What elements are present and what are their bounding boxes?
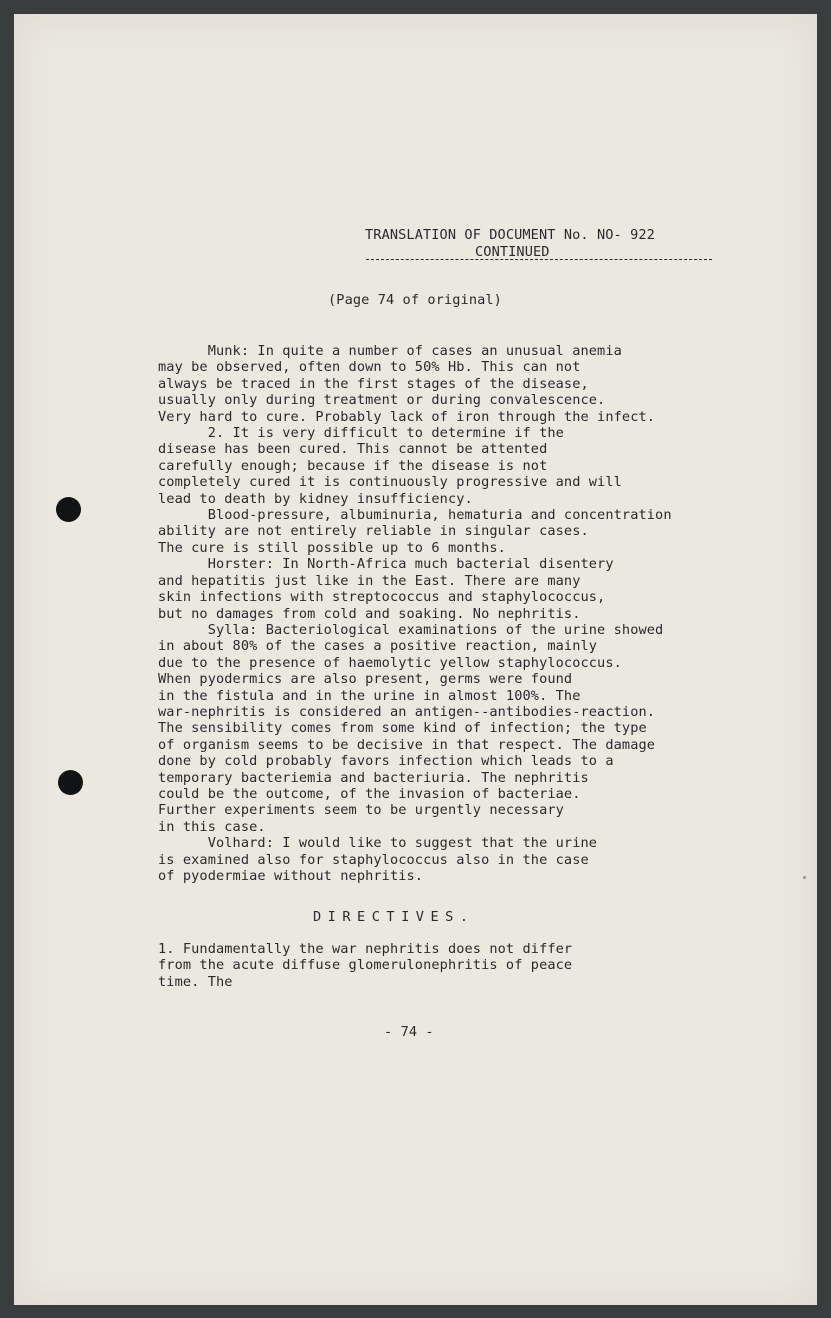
body-line: ability are not entirely reliable in singular cases. <box>158 523 589 540</box>
body-line: disease has been cured. This cannot be attented <box>158 441 548 458</box>
body-line: When pyodermics are also present, germs were found <box>158 671 573 688</box>
body-line: temporary bacteriemia and bacteriuria. The nephritis <box>158 769 589 786</box>
body-line: done by cold probably favors infection which leads to a <box>158 753 614 770</box>
document-heading-title: TRANSLATION OF DOCUMENT No. NO- 922 <box>365 227 655 243</box>
body-line: 2. It is very difficult to determine if the <box>158 425 564 442</box>
body-line: in about 80% of the cases a positive reaction, mainly <box>158 638 598 655</box>
body-line: of organism seems to be decisive in that respect. The damage <box>158 736 656 753</box>
body-line: but no damages from cold and soaking. No nephritis. <box>158 605 581 622</box>
directive-item-1 <box>158 941 572 990</box>
body-line: Munk: In quite a number of cases an unusual anemia <box>158 343 622 359</box>
body-line: may be observed, often down to 50% Hb. This can not <box>158 359 581 376</box>
body-line: Further experiments seem to be urgently necessary <box>158 802 564 819</box>
body-line: lead to death by kidney insufficiency. <box>158 490 473 507</box>
body-line: is examined also for staphylococcus also in the case <box>158 851 589 868</box>
heading-underline <box>366 259 712 260</box>
punch-hole-lower <box>58 770 83 795</box>
body-line: war-nephritis is considered an antigen--antibodies-reaction. <box>158 703 656 720</box>
page-number: - 74 - <box>384 1024 434 1040</box>
body-line: and hepatitis just like in the East. There are many <box>158 572 581 589</box>
document-heading-subtitle: CONTINUED <box>475 244 550 260</box>
punch-hole-upper <box>56 497 81 522</box>
body-line: in this case. <box>158 818 266 835</box>
paper-speck <box>803 876 806 879</box>
body-line: Very hard to cure. Probably lack of iron through the infect. <box>158 408 656 425</box>
body-line: due to the presence of haemolytic yellow staphylococcus. <box>158 654 622 671</box>
page-reference: (Page 74 of original) <box>328 292 502 308</box>
body-line: usually only during treatment or during convalescence. <box>158 392 606 409</box>
body-line: always be traced in the first stages of the disease, <box>158 375 589 392</box>
body-line: Horster: In North-Africa much bacterial disentery <box>158 556 614 573</box>
body-line: skin infections with streptococcus and staphylococcus, <box>158 589 606 606</box>
body-line: The cure is still possible up to 6 months. <box>158 539 506 556</box>
body-line: Sylla: Bacteriological examinations of the urine showed <box>158 621 664 638</box>
body-line: completely cured it is continuously progressive and will <box>158 474 622 491</box>
body-line: Volhard: I would like to suggest that the urine <box>158 835 598 852</box>
body-line: of pyodermiae without nephritis. <box>158 868 424 884</box>
numbered-line: 1. Fundamentally the war nephritis does not differ <box>158 941 573 957</box>
body-line: The sensibility comes from some kind of infection; the type <box>158 720 647 737</box>
document-body-text <box>158 343 672 884</box>
body-line: could be the outcome, of the invasion of bacteriae. <box>158 785 581 802</box>
section-title-directives: DIRECTIVES. <box>313 909 475 925</box>
numbered-line: from the acute diffuse glomerulonephritis of peace <box>158 957 573 974</box>
body-line: carefully enough; because if the disease is not <box>158 457 548 474</box>
numbered-line: time. The <box>158 973 233 990</box>
body-line: in the fistula and in the urine in almost 100%. The <box>158 687 581 704</box>
body-line: Blood-pressure, albuminuria, hematuria and concentration <box>158 507 672 524</box>
